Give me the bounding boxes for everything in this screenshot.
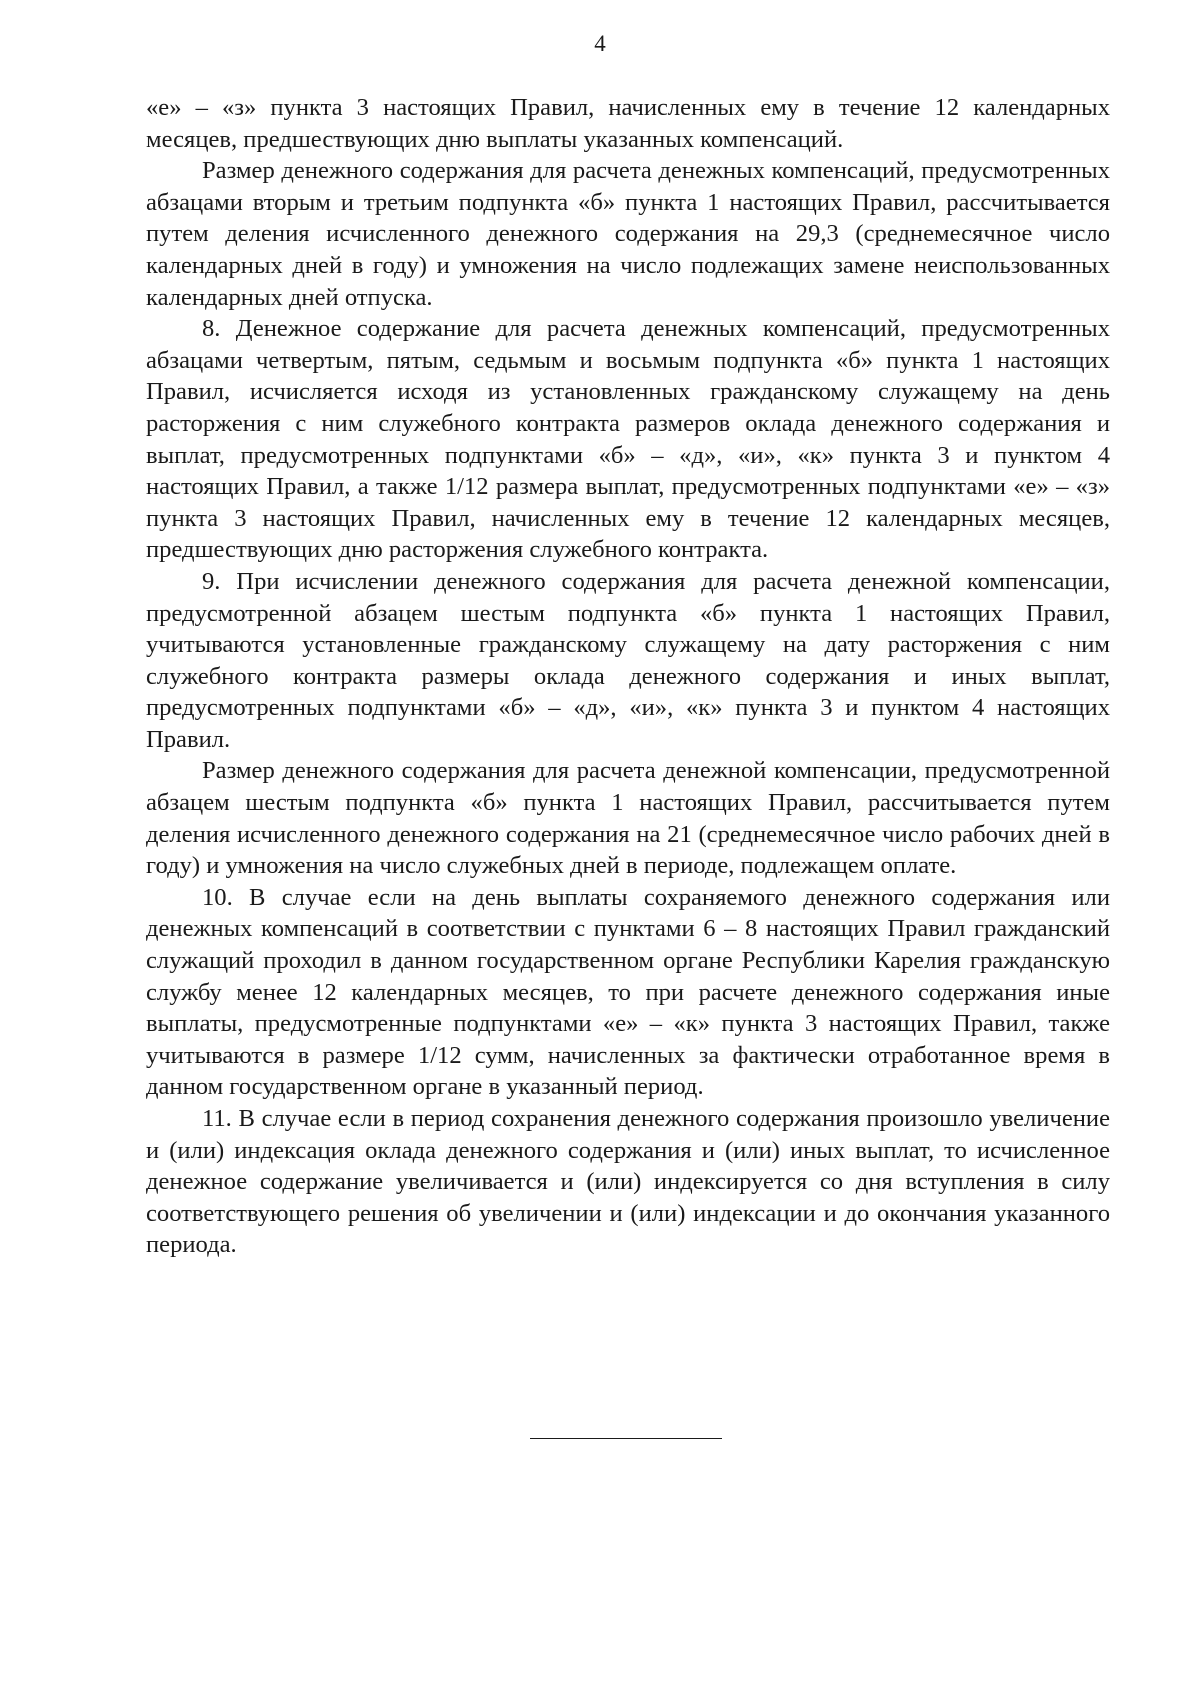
end-of-document-rule bbox=[530, 1438, 722, 1439]
document-body bbox=[146, 92, 1110, 1261]
paragraph-continuation: «е» – «з» пункта 3 настоящих Правил, начисленных ему в течение 12 календарных месяцев, предшествующих дню выплаты указанных компенсаций. bbox=[146, 94, 1110, 153]
paragraph-compensation-size: Размер денежного содержания для расчета денежных компенсаций, предусмотренных абзацами вторым и третьим подпункта «б» пункта 1 настоящих Правил, рассчитывается путем деления исчисленного денежного содержания на 29,3 (среднемесячное число календарных дней в году) и умножения на число подлежащих замене неиспользованных календарных дней отпуска. bbox=[146, 157, 1110, 311]
paragraph-item-11: 11. В случае если в период сохранения денежного содержания произошло увеличение и (или) индексация оклада денежного содержания и (или) иных выплат, то исчисленное денежное содержание увеличивается и (или) индексируется со дня вступления в силу соответствующего решения об увеличении и (или) индексации и до окончания указанного периода. bbox=[146, 1105, 1110, 1259]
paragraph-item-8: 8. Денежное содержание для расчета денежных компенсаций, предусмотренных абзацами четвертым, пятым, седьмым и восьмым подпункта «б» пункта 1 настоящих Правил, исчисляется исходя из установленных гражданскому служащему на день расторжения с ним служебного контракта размеров оклада денежного содержания и выплат, предусмотренных подпунктами «б» – «д», «и», «к» пункта 3 и пунктом 4 настоящих Правил, а также 1/12 размера выплат, предусмотренных подпунктами «е» – «з» пункта 3 настоящих Правил, начисленных ему в течение 12 календарных месяцев, предшествующих дню расторжения служебного контракта. bbox=[146, 315, 1110, 564]
paragraph-item-9: 9. При исчислении денежного содержания для расчета денежной компенсации, предусмотренной абзацем шестым подпункта «б» пункта 1 настоящих Правил, учитываются установленные гражданскому служащему на дату расторжения с ним служебного контракта размеры оклада денежного содержания и иных выплат, предусмотренных подпунктами «б» – «д», «и», «к» пункта 3 и пунктом 4 настоящих Правил. bbox=[146, 567, 1110, 753]
page-number: 4 bbox=[594, 31, 606, 56]
paragraph-compensation-size-2: Размер денежного содержания для расчета денежной компенсации, предусмотренной абзацем шестым подпункта «б» пункта 1 настоящих Правил, рассчитывается путем деления исчисленного денежного содержания на 21 (среднемесячное число рабочих дней в году) и умножения на число служебных дней в периоде, подлежащем оплате. bbox=[146, 757, 1110, 880]
paragraph-item-10: 10. В случае если на день выплаты сохраняемого денежного содержания или денежных компенсаций в соответствии с пунктами 6 – 8 настоящих Правил гражданский служащий проходил в данном государственном органе Республики Карелия гражданскую службу менее 12 календарных месяцев, то при расчете денежного содержания иные выплаты, предусмотренные подпунктами «е» – «к» пункта 3 настоящих Правил, также учитываются в размере 1/12 сумм, начисленных за фактически отработанное время в данном государственном органе в указанный период. bbox=[146, 883, 1110, 1101]
